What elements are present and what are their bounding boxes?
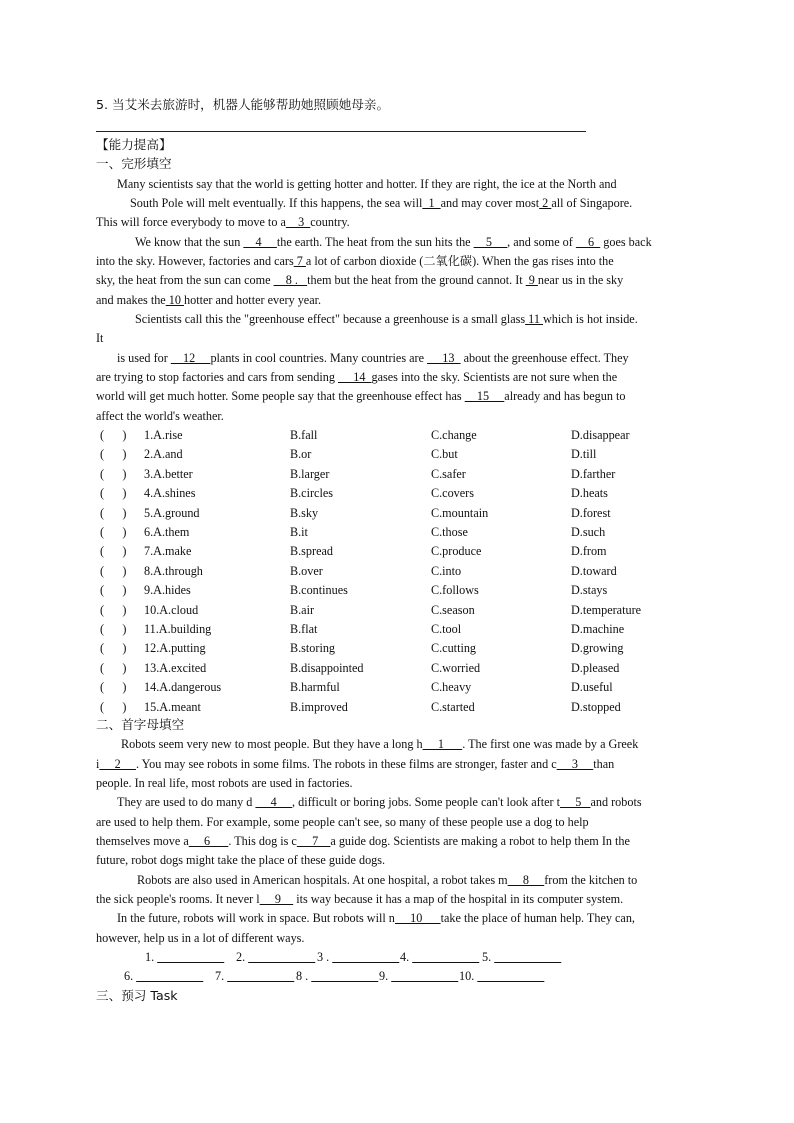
blank: 12 [170,351,211,365]
option-d: D.from [571,544,607,559]
part2-heading: 二、首字母填空 [96,717,185,732]
answer-paren[interactable]: ( ) [100,641,127,656]
option-b: B.over [290,563,323,578]
option-c: C.mountain [431,505,489,520]
option-b: B.air [290,602,315,617]
choice-row [100,468,720,482]
choice-row [100,623,720,637]
translation-item: 5. 当艾米去旅游时，机器人能够帮助她照顾她母亲。 [96,97,390,112]
answer-paren[interactable]: ( ) [100,583,127,598]
choice-row [100,487,720,501]
choice-row [100,565,720,579]
passage-line: however, help us in a lot of different ways. [96,931,305,945]
choice-row [100,584,720,598]
choice-row [100,429,720,443]
passage-line: They are used to do many d 4 , difficult or boring jobs. Some people can't look after t 5 and robots [117,795,642,809]
passage-line: into the sky. However, factories and cars 7 a lot of carbon dioxide (二氧化碳). When the gas rises into the [96,254,614,268]
option-b: B.fall [290,428,318,442]
option-a: 5.A.ground [144,505,200,520]
option-d: D.disappear [571,428,630,442]
divider-line [96,131,586,132]
option-d: D.toward [571,563,617,578]
passage-line: It [96,331,104,345]
answer-paren[interactable]: ( ) [100,660,127,675]
blank: 4 [255,795,292,809]
choice-row [100,681,720,695]
option-a: 15.A.meant [144,699,201,714]
blank: 15 [464,389,505,403]
blank: 2 [99,757,136,771]
option-b: B.improved [290,699,348,714]
option-c: C.but [431,447,458,462]
passage-line: Robots are also used in American hospitals. At one hospital, a robot takes m 8 from the kitchen to [137,873,638,887]
answer-paren[interactable]: ( ) [100,622,127,636]
option-b: B.spread [290,544,333,559]
option-b: B.it [290,525,308,539]
option-b: B.or [290,447,312,462]
option-d: D.pleased [571,660,620,675]
option-a: 6.A.them [144,525,190,539]
option-c: C.safer [431,466,466,481]
option-a: 7.A.make [144,544,192,559]
answer-line[interactable]: 1. [145,950,155,964]
passage-line: sky, the heat from the sun can come 8 . them but the heat from the ground cannot. It 9 near us in the sky [96,273,624,287]
answer-paren[interactable]: ( ) [100,699,127,714]
option-c: C.produce [431,544,482,559]
option-a: 10.A.cloud [144,602,199,617]
section-heading: 【能力提高】 [96,137,172,152]
blank: 5 [473,235,508,249]
option-d: D.such [571,525,606,539]
option-a: 3.A.better [144,466,193,481]
passage-line: South Pole will melt eventually. If this happens, the sea will 1 and may cover most 2 all of Singapore. [130,196,633,210]
option-b: B.flat [290,622,318,636]
passage-line: is used for 12 plants in cool countries. Many countries are 13 about the greenhouse effect. They [117,351,629,365]
option-d: D.heats [571,486,608,501]
blank: 1 [422,196,441,210]
answer-paren[interactable]: ( ) [100,544,127,559]
part3-heading: 三、预习 Task [96,988,178,1003]
option-a: 13.A.excited [144,660,207,675]
blank: 3 [556,757,594,771]
passage-line: Robots seem very new to most people. But they have a long h 1 . The first one was made by a Greek [121,737,639,751]
option-b: B.harmful [290,680,340,695]
option-d: D.stopped [571,699,621,714]
option-c: C.follows [431,583,479,598]
option-c: C.season [431,602,475,617]
choice-row [100,604,720,618]
blank: 10 [165,293,184,307]
option-d: D.farther [571,466,616,481]
passage-line: affect the world's weather. [96,409,224,423]
choice-row [100,507,720,521]
blank: 9 [525,273,538,287]
option-c: C.covers [431,486,474,501]
choice-row [100,642,720,656]
option-d: D.stays [571,583,608,598]
blank: 10 [394,911,441,925]
option-c: C.cutting [431,641,477,656]
blank: 9 [259,892,294,906]
option-d: D.forest [571,505,611,520]
answer-paren[interactable]: ( ) [100,602,127,617]
option-b: B.larger [290,466,330,481]
passage-line: themselves move a 6 . This dog is c 7 a guide dog. Scientists are making a robot to help them In the [96,834,630,848]
passage-line: the sick people's rooms. It never l 9 its way because it has a map of the hospital in its computer system. [96,892,624,906]
blank: 2 [539,196,552,210]
blank: 6 [188,834,229,848]
choice-row [100,545,720,559]
blank: 1 [422,737,463,751]
answer-line[interactable]: 3 . [317,950,330,964]
option-c: C.tool [431,622,462,636]
blank: 7 [293,254,306,268]
option-d: D.useful [571,680,613,695]
option-c: C.heavy [431,680,472,695]
passage-line: are used to help them. For example, some people can't see, so many of these people use a dog to help [96,815,589,829]
choice-row [100,526,720,540]
answer-line[interactable]: 6. [124,969,134,983]
blank: 13 [427,351,461,365]
option-a: 1.A.rise [144,428,183,442]
choice-row [100,701,720,715]
option-a: 8.A.through [144,563,203,578]
answer-line[interactable]: 2. [236,950,246,964]
option-b: B.circles [290,486,333,501]
answer-paren[interactable]: ( ) [100,428,127,442]
blank: 3 [285,215,311,229]
option-b: B.storing [290,641,336,656]
option-a: 9.A.hides [144,583,191,598]
choice-row [100,662,720,676]
option-b: B.continues [290,583,348,598]
option-d: D.till [571,447,597,462]
answer-paren[interactable]: ( ) [100,486,127,501]
answer-paren[interactable]: ( ) [100,563,127,578]
blank: 11 [525,312,543,326]
blank: 6 [575,235,601,249]
blank: 7 [296,834,331,848]
answer-line[interactable]: 8 . [296,969,309,983]
passage-line: Many scientists say that the world is getting hotter and hotter. If they are right, the ice at the North and [117,177,617,191]
option-c: C.change [431,428,477,442]
answer-paren[interactable]: ( ) [100,525,127,539]
passage-line: future, robot dogs might take the place of these guide dogs. [96,853,386,867]
passage-line: people. In real life, most robots are used in factories. [96,776,353,790]
option-a: 4.A.shines [144,486,196,501]
blank: 14 [337,370,372,384]
option-a: 14.A.dangerous [144,680,222,695]
answer-paren[interactable]: ( ) [100,680,127,695]
passage-line: Scientists call this the "greenhouse effect" because a greenhouse is a small glass 11 which is hot inside. [135,312,638,326]
answer-paren[interactable]: ( ) [100,505,127,520]
passage-line: i 2 . You may see robots in some films. The robots in these films are stronger, faster and c 3 than [96,757,615,771]
option-a: 2.A.and [144,447,183,462]
option-c: C.those [431,525,468,539]
passage-line: In the future, robots will work in space. But robots will n 10 take the place of human help. They can, [117,911,635,925]
option-b: B.disappointed [290,660,364,675]
answer-line[interactable]: 9. [379,969,389,983]
answer-line[interactable]: 5. [482,950,492,964]
choice-row [100,448,720,462]
passage-line: world will get much hotter. Some people say that the greenhouse effect has 15 already and has begun to [96,389,626,403]
answer-paren[interactable]: ( ) [100,466,127,481]
option-d: D.growing [571,641,624,656]
option-c: C.worried [431,660,481,675]
answer-paren[interactable]: ( ) [100,447,127,462]
part1-heading: 一、完形填空 [96,156,172,171]
answer-line[interactable]: 7. [215,969,225,983]
blank: 8 [507,873,545,887]
answer-line[interactable]: 10. [459,969,475,983]
blank: 5 [560,795,591,809]
passage-line: This will force everybody to move to a 3 country. [96,215,350,229]
option-a: 12.A.putting [144,641,206,656]
option-c: C.into [431,563,462,578]
passage-line: We know that the sun 4 the earth. The heat from the sun hits the 5 , and some of 6 goes back [135,235,652,249]
option-c: C.started [431,699,475,714]
option-d: D.temperature [571,602,642,617]
blank: 4 [243,235,277,249]
answer-line[interactable]: 4. [400,950,410,964]
option-b: B.sky [290,505,319,520]
passage-line: and makes the 10 hotter and hotter every year. [96,293,322,307]
blank: 8 . [273,273,308,287]
passage-line: are trying to stop factories and cars from sending 14 gases into the sky. Scientists are not sure when the [96,370,618,384]
option-a: 11.A.building [144,622,212,636]
option-d: D.machine [571,622,625,636]
